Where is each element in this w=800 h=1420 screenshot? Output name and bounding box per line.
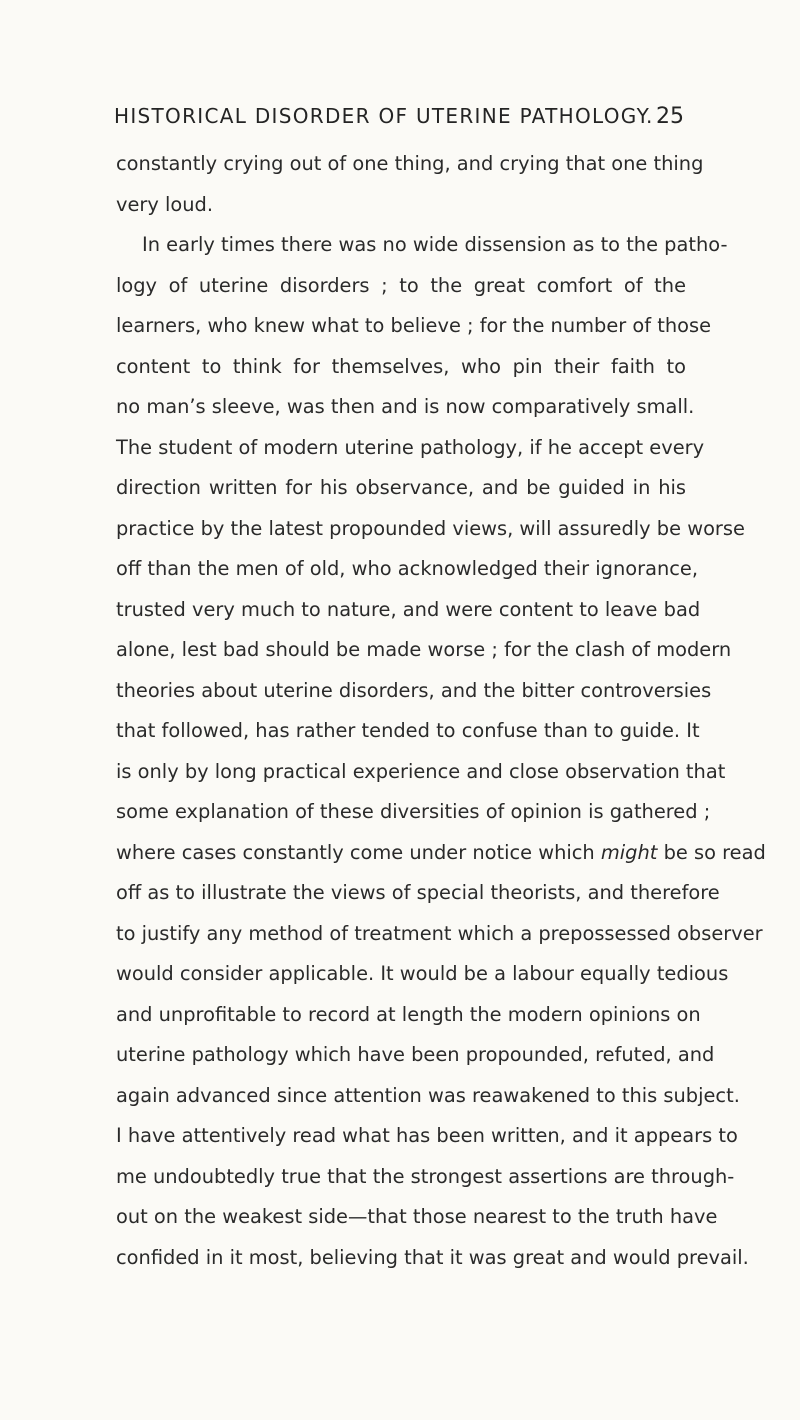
text-line: The student of modern uterine pathology, if he accept every — [116, 435, 705, 459]
running-head-title: HISTORICAL DISORDER OF UTERINE PATHOLOGY. — [114, 104, 654, 128]
text-line: to justify any method of treatment which a prepossessed observer — [116, 921, 763, 945]
text-line: off as to illustrate the views of special theorists, and therefore — [116, 881, 720, 904]
text-line: In early times there was no wide dissension as to the patho- — [142, 233, 728, 256]
italic-word: might — [600, 840, 658, 864]
text-line: that followed, has rather tended to confuse than to guide. It — [116, 719, 700, 742]
text-line: practice by the latest propounded views, will assuredly be worse — [116, 516, 745, 540]
text-line-with-italic — [116, 833, 766, 874]
text-line: out on the weakest side—that those nearest to the truth have — [116, 1205, 718, 1228]
text-line: off than the men of old, who acknowledged their ignorance, — [116, 557, 699, 580]
text-line: content to think for themselves, who pin their faith to — [116, 354, 686, 378]
text-line: confided in it most, believing that it was great and would prevail. — [116, 1245, 749, 1269]
page-number: 25 — [656, 104, 684, 129]
text-line: very loud. — [116, 192, 214, 216]
text-line: learners, who knew what to believe ; for the number of those — [116, 314, 712, 337]
text-line: no man’s sleeve, was then and is now comparatively small. — [116, 395, 695, 418]
text-line: again advanced since attention was reawakened to this subject. — [116, 1083, 740, 1107]
text-segment: be so read — [663, 840, 766, 864]
text-line: I have attentively read what has been written, and it appears to — [116, 1124, 738, 1147]
text-line: some explanation of these diversities of opinion is gathered ; — [116, 800, 711, 823]
text-line: logy of uterine disorders ; to the great comfort of the — [116, 273, 686, 297]
text-line: uterine pathology which have been propounded, refuted, and — [116, 1043, 715, 1066]
text-line: would consider applicable. It would be a labour equally tedious — [116, 962, 729, 985]
running-head — [114, 104, 684, 129]
text-line: and unprofitable to record at length the modern opinions on — [116, 1002, 701, 1026]
text-segment: where cases constantly come under notice which — [116, 840, 595, 864]
text-line: constantly crying out of one thing, and crying that one thing — [116, 152, 704, 175]
text-line: theories about uterine disorders, and the bitter controversies — [116, 678, 712, 702]
text-line: is only by long practical experience and close observation that — [116, 759, 726, 783]
text-line: direction written for his observance, and be guided in his — [116, 476, 686, 499]
text-line: trusted very much to nature, and were content to leave bad — [116, 597, 701, 621]
body-text — [116, 144, 766, 1278]
text-line: me undoubtedly true that the strongest assertions are through- — [116, 1164, 735, 1188]
text-line: alone, lest bad should be made worse ; for the clash of modern — [116, 638, 732, 661]
